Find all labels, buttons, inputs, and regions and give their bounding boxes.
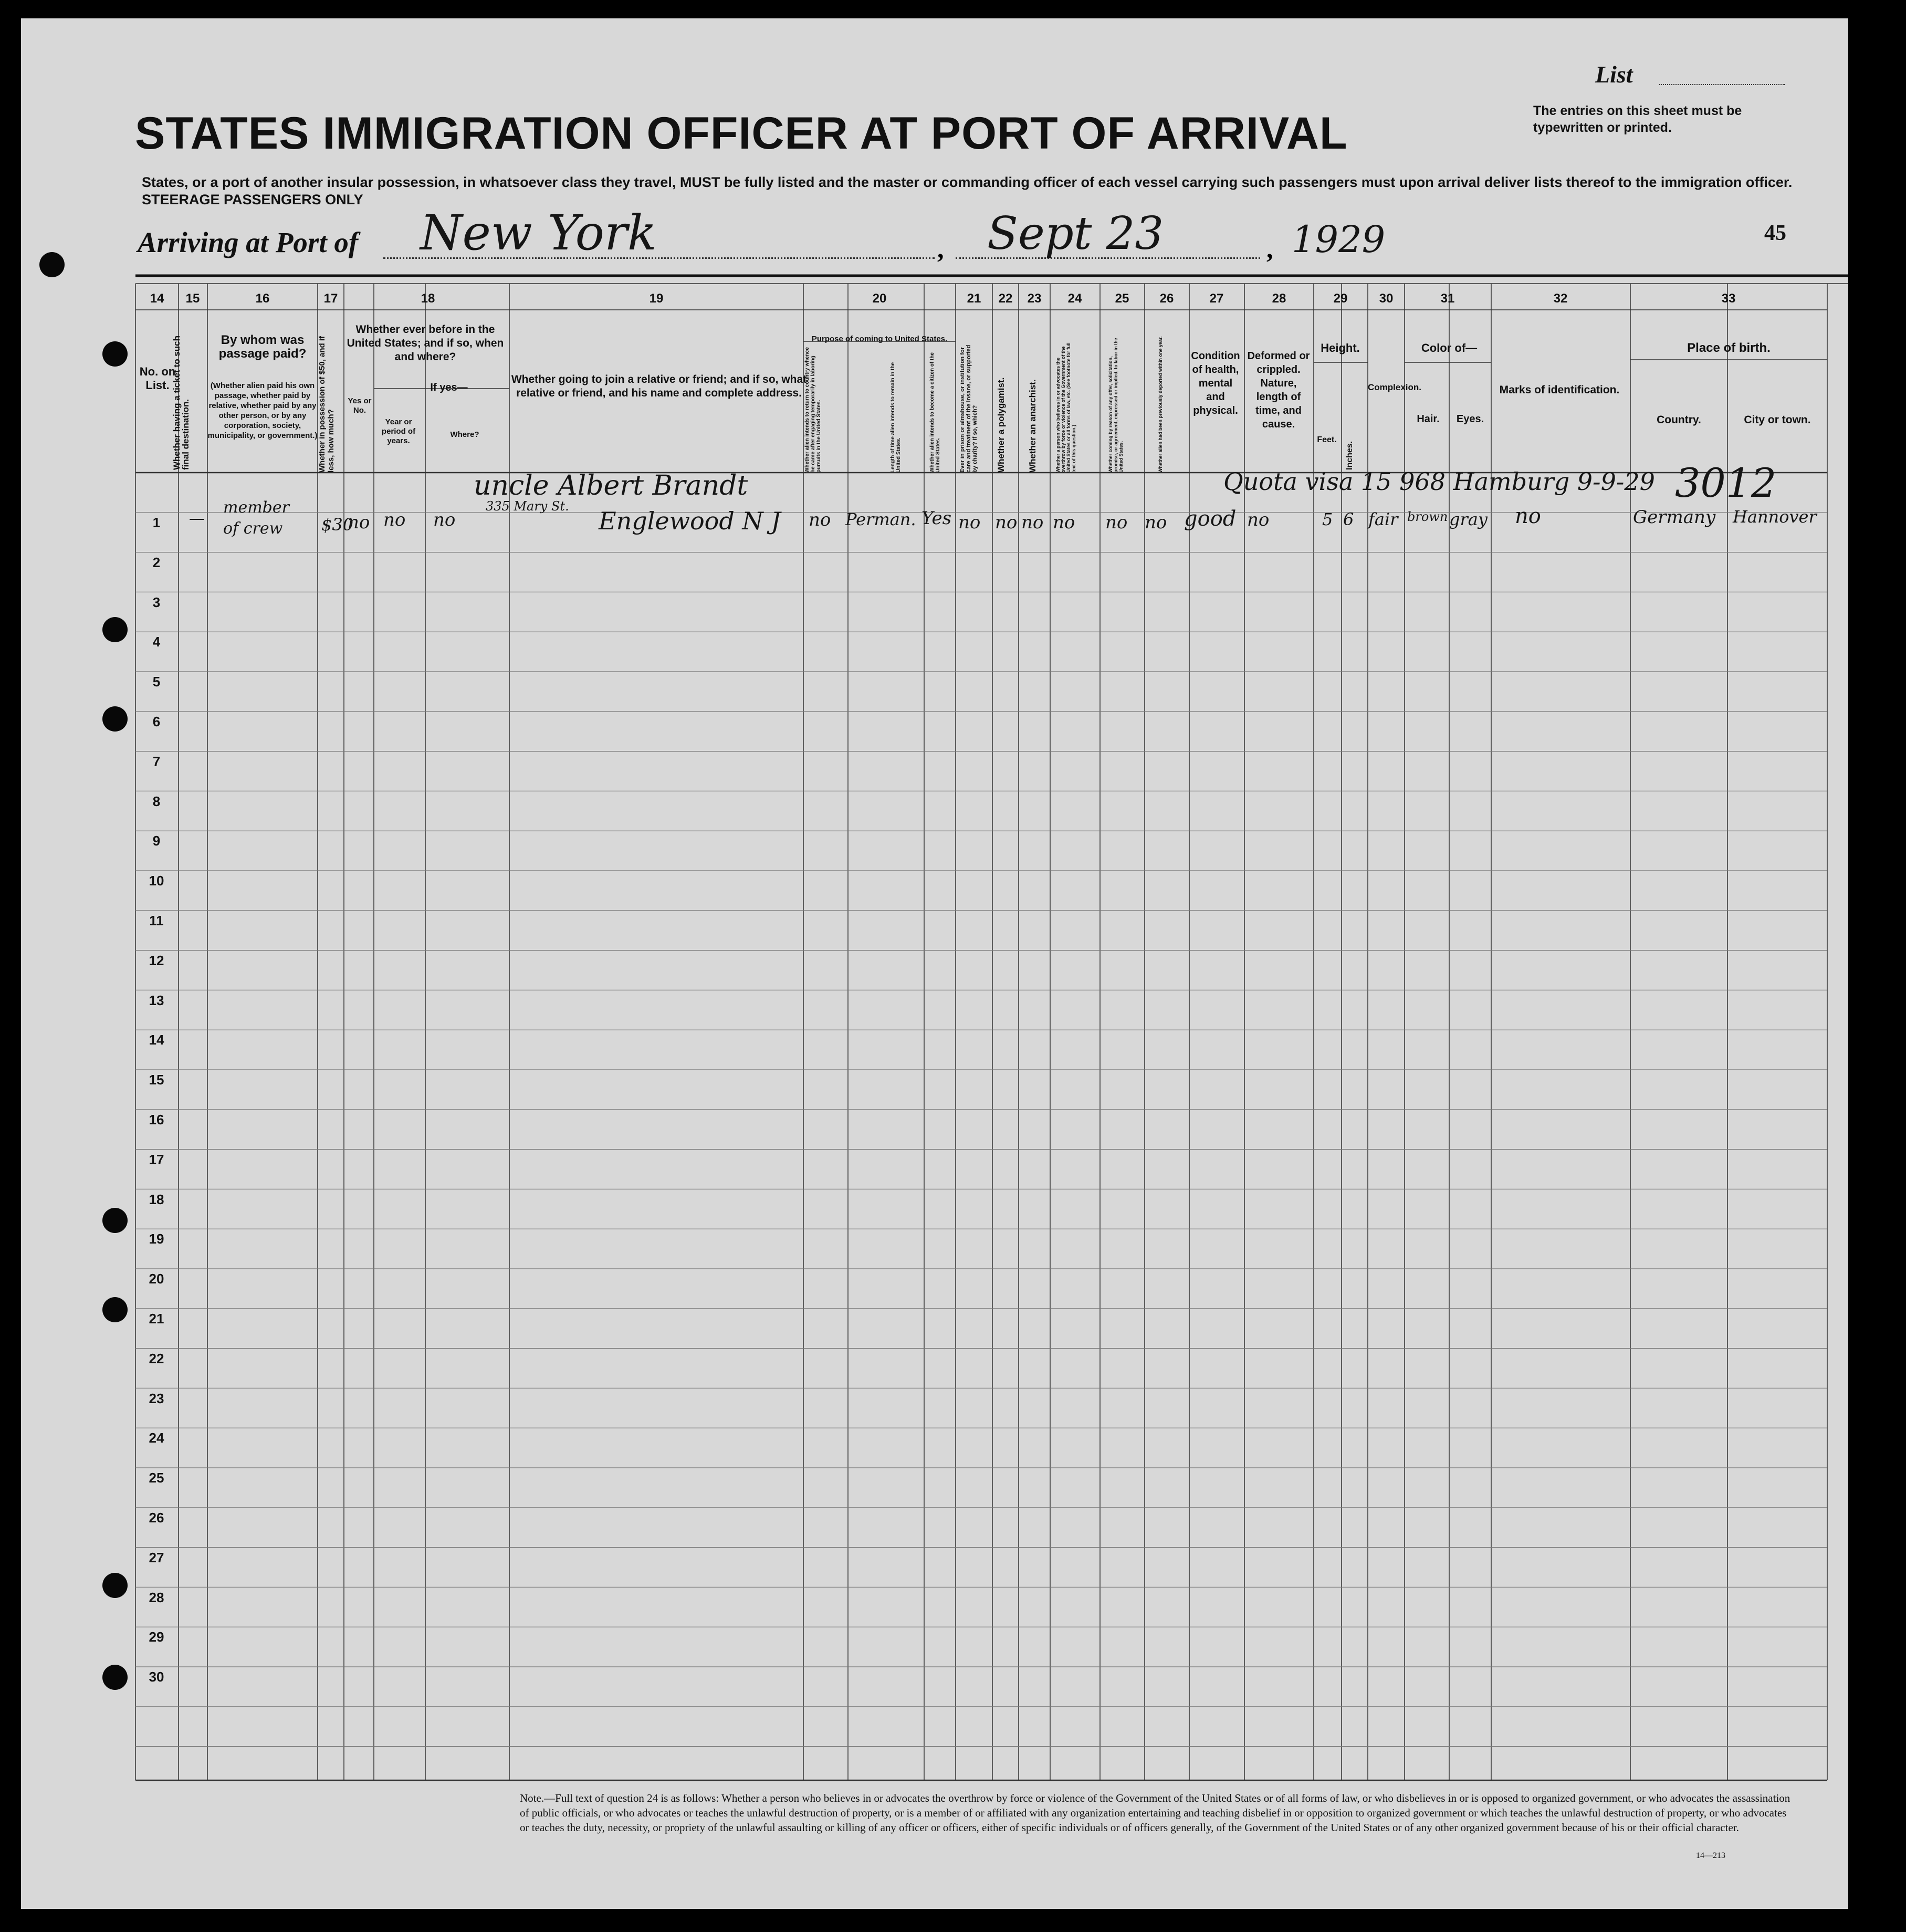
years-value: no [383, 509, 406, 530]
prison-value: no [958, 512, 981, 533]
year-value: 1929 [1292, 218, 1386, 261]
row-number: 29 [149, 1629, 164, 1645]
column-number: 29 [1333, 291, 1348, 306]
row-number: 26 [149, 1510, 164, 1526]
column-number: 17 [323, 291, 338, 306]
column-number: 16 [255, 291, 270, 306]
where-value: no [433, 509, 456, 530]
relative-name: uncle Albert Brandt [474, 470, 748, 502]
date-value: Sept 23 [987, 207, 1164, 260]
anarchist-value: no [1021, 512, 1044, 533]
row-number: 6 [152, 714, 161, 729]
return-intent-value: no [809, 509, 831, 530]
col33-header: Place of birth. [1687, 341, 1771, 355]
col18-years: Year or period of years. [381, 417, 416, 445]
row-number: 18 [149, 1191, 164, 1207]
col20-header: Purpose of coming to United States. [811, 335, 948, 343]
column-number: 24 [1067, 291, 1082, 306]
col20c-header: Whether alien intends to become a citizen of the United States. [929, 352, 941, 473]
column-number: 30 [1379, 291, 1394, 306]
row-number: 5 [152, 674, 161, 690]
money-value: $30 [321, 515, 354, 535]
marks-value: no [1515, 504, 1541, 528]
entries-note: The entries on this sheet must be typewritten or printed. [1533, 103, 1742, 135]
list-label: List [1595, 61, 1633, 88]
column-number: 28 [1272, 291, 1286, 306]
col29-header: Height. [1321, 341, 1360, 354]
row-number: 28 [149, 1589, 164, 1605]
col31-hair: Hair. [1417, 413, 1440, 425]
row-number: 7 [152, 753, 161, 769]
row-number: 14 [149, 1032, 164, 1048]
row-number: 4 [152, 634, 161, 650]
col32-header: Marks of identification. [1499, 384, 1620, 396]
polygamist-value: no [995, 512, 1018, 533]
code-value: 3012 [1675, 459, 1777, 506]
col29-feet: Feet. [1317, 435, 1337, 444]
col18-header: Whether ever before in the United States; and if so, when and where? [347, 323, 504, 363]
complexion-value: fair [1368, 509, 1398, 529]
col31-header: Color of— [1421, 341, 1478, 354]
row-number: 17 [149, 1151, 164, 1167]
column-number: 18 [421, 291, 435, 306]
binder-hole [102, 706, 128, 732]
binder-hole [102, 1208, 128, 1233]
binder-hole [39, 252, 65, 277]
inches-value: 6 [1343, 509, 1354, 529]
port-value: New York [420, 205, 657, 261]
overthrow-value: no [1053, 512, 1075, 533]
column-number: 15 [185, 291, 200, 306]
column-number: 25 [1115, 291, 1129, 306]
col27-header: Condition of health, mental and physical. [1191, 350, 1240, 416]
city-value: Hannover [1733, 507, 1817, 527]
col33-city: City or town. [1744, 414, 1811, 426]
steerage-label: STEERAGE PASSENGERS ONLY [142, 192, 363, 207]
row-number: 20 [149, 1271, 164, 1287]
col28-header: Deformed or crippled. Nature, length of time, and cause. [1247, 350, 1310, 430]
col16-header: By whom was passage paid? [218, 333, 307, 361]
quota-note: Quota visa 15 968 Hamburg 9-9-29 [1223, 467, 1655, 496]
row-number: 19 [149, 1231, 164, 1247]
hair-value: brown [1407, 509, 1448, 524]
col15-header: Whether having a ticket to such final destination. [172, 336, 191, 470]
instructions-text: States, or a port of another insular possession, in whatsoever class they travel, MUST be fully listed and the master or commanding officer of each vessel carrying such passengers must upon arrival deliver lists thereof to the immigration officer. [142, 174, 1793, 190]
row-number: 15 [149, 1072, 164, 1088]
row-number: 8 [152, 793, 161, 809]
row-number: 11 [149, 913, 164, 928]
col22-header: Whether a polygamist. [996, 377, 1006, 473]
manifest-sheet [21, 18, 1848, 1909]
col18-yesno: Yes or No. [348, 396, 372, 415]
country-value: Germany [1633, 507, 1716, 528]
comma-2: , [1266, 234, 1273, 264]
row-number: 21 [149, 1311, 164, 1327]
col21-header: Ever in prison or almshouse, or institution for care and treatment of the insane, or supported by charity? If so, which? [959, 344, 978, 473]
col24-header: Whether a person who believes in or advocates the overthrow by force or violence of the Government of the United States or all forms of law, etc. (See footnote for full text of this question.) [1055, 342, 1076, 473]
column-number: 19 [649, 291, 664, 306]
binder-hole [102, 341, 128, 367]
column-number: 20 [872, 291, 887, 306]
contract-value: no [1105, 512, 1128, 533]
been-before-value: no [348, 512, 370, 533]
row-number: 25 [149, 1470, 164, 1486]
row-number: 12 [149, 952, 164, 968]
comma-1: , [937, 234, 944, 264]
column-number: 21 [967, 291, 981, 306]
col17-header: Whether in possession of $50, and if less, how much? [318, 336, 336, 473]
row-number: 22 [149, 1350, 164, 1366]
col29-inches: Inches. [1345, 441, 1354, 470]
form-number: 14—213 [1696, 1851, 1725, 1860]
row-number: 24 [149, 1430, 164, 1446]
col14-header: No. on List. [139, 365, 176, 392]
row-number: 23 [149, 1390, 164, 1406]
arriving-label: Arriving at Port of [138, 226, 359, 258]
col19-header: Whether going to join a relative or friend; and if so, what relative or friend, and his name and complete address. [511, 373, 807, 399]
deformed-value: no [1247, 509, 1270, 530]
col23-header: Whether an anarchist. [1028, 379, 1038, 473]
row-number: 13 [149, 992, 164, 1008]
col26-header: Whether alien had been previously deported within one year. [1158, 336, 1163, 473]
footnote: Note.—Full text of question 24 is as follows: Whether a person who believes in or advocates the overthrow by force or violence of the Government of the United States or of all forms of law, or who disbelieves in or is opposed to organized government, or who advocates the assassination of public officials, or who advocates or teaches the unlawful destruction of property, or is a member of or affiliated with any organization entertaining and teaching disbelief in or opposition to organized government or which teaches the unlawful destruction of property, or who advocates or teaches the duty, necessity, or propriety of the unlawful assaulting or killing of any officer or officers, either of specific individuals or of officers generally, of the Government of the United States or of any other organized government because of his or their official character. [520, 1792, 1790, 1834]
row-number: 1 [152, 515, 161, 530]
paid-by-value: member of crew [223, 498, 289, 538]
binder-hole [102, 1573, 128, 1598]
col18-ifyes: If yes— [430, 382, 468, 393]
binder-hole [102, 1665, 128, 1690]
health-value: good [1184, 507, 1237, 531]
column-number: 27 [1209, 291, 1224, 306]
ticket-dash: — [189, 509, 205, 528]
deported-value: no [1145, 512, 1167, 533]
eyes-value: gray [1449, 509, 1488, 529]
col25-header: Whether coming by reason of any offer, solicitation, promise, or agreement, expressed or implied, to labor in the United States. [1108, 338, 1124, 473]
col16-subheader: (Whether alien paid his own passage, whether paid by relative, whether paid by any other person, or by any corporation, society, municipality, or government.) [207, 381, 318, 440]
column-number: 33 [1721, 291, 1736, 306]
row-number: 2 [152, 554, 161, 570]
col20b-header: Length of time alien intends to remain in the United States. [890, 362, 902, 473]
col30-header: Complexion. [1368, 382, 1422, 392]
binder-hole [102, 617, 128, 642]
row-number: 10 [149, 873, 164, 889]
citizen-value: Yes [921, 508, 952, 529]
col31-eyes: Eyes. [1456, 413, 1484, 425]
row-number: 27 [149, 1549, 164, 1565]
relative-street: 335 Mary St. [486, 499, 569, 514]
column-number: 26 [1159, 291, 1174, 306]
column-number: 31 [1440, 291, 1455, 306]
feet-value: 5 [1322, 509, 1333, 529]
column-number: 23 [1027, 291, 1042, 306]
length-value: Perman. [845, 509, 916, 529]
row-number: 3 [152, 594, 161, 610]
row-number: 9 [152, 833, 161, 849]
column-number: 22 [998, 291, 1013, 306]
page-title: STATES IMMIGRATION OFFICER AT PORT OF ARRIVAL [135, 108, 1348, 159]
column-number: 32 [1553, 291, 1568, 306]
page-number: 45 [1764, 221, 1786, 245]
col18-where: Where? [450, 430, 479, 439]
relative-city: Englewood N J [599, 507, 781, 535]
column-number: 14 [150, 291, 164, 306]
row-number: 16 [149, 1112, 164, 1127]
col20a-header: Whether alien intends to return to country whence he came after engaging temporarily in laboring pursuits in the United States. [804, 347, 822, 473]
col33-country: Country. [1657, 414, 1701, 426]
binder-hole [102, 1297, 128, 1322]
row-number: 30 [149, 1669, 164, 1685]
